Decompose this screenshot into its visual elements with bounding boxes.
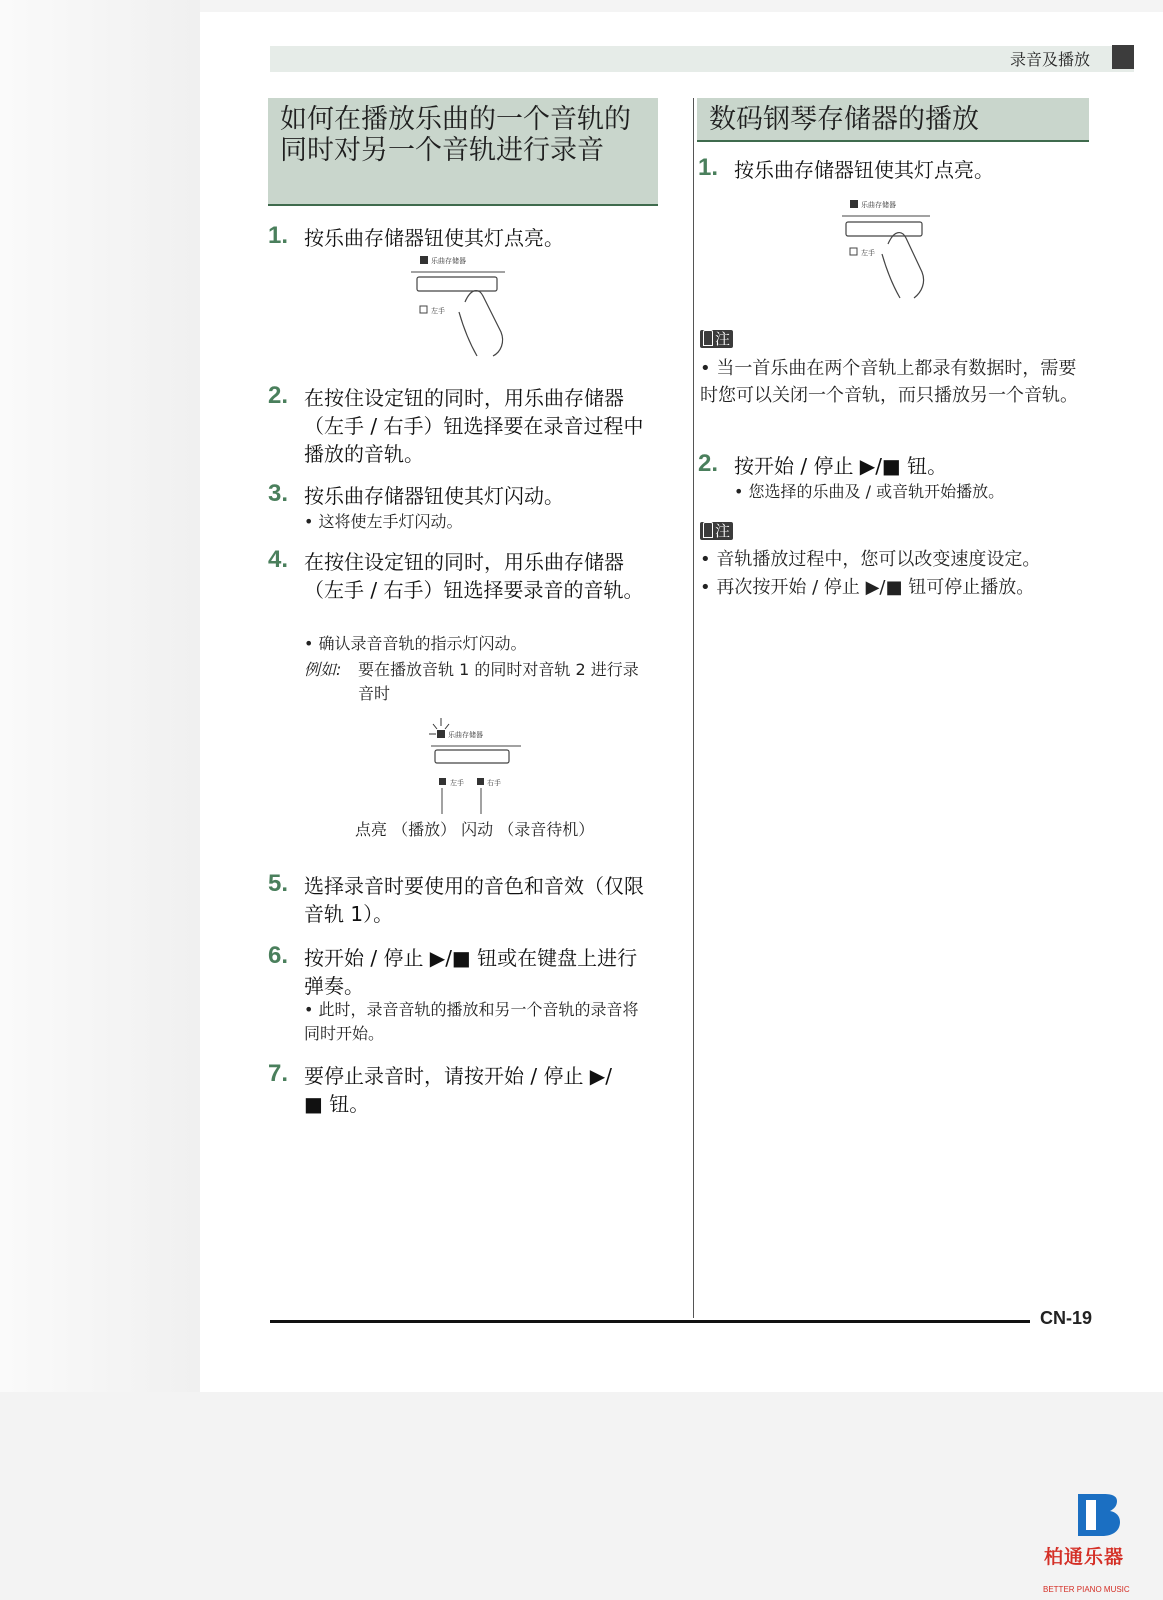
song-memory-lamp-icon [437, 730, 445, 738]
right-step-2-bullet: • 您选择的乐曲及 / 或音轨开始播放。 [734, 480, 1084, 504]
right-step-2: 2. 按开始 / 停止 ▶/■ 钮。 [698, 450, 948, 478]
track-lamp-figure [425, 716, 535, 816]
song-memory-label: 乐曲存储器 [431, 257, 466, 265]
song-memory-button [417, 277, 497, 291]
song-memory-button-figure [405, 252, 535, 357]
song-memory-label: 乐曲存储器 [861, 201, 896, 209]
example-text: 要在播放音轨 1 的同时对音轨 2 进行录音时 [358, 660, 639, 703]
left-step-4-bullet: • 确认录音音轨的指示灯闪动。 [304, 632, 654, 656]
left-hand-label: 左手 [861, 249, 875, 257]
left-heading: 如何在播放乐曲的一个音轨的同时对另一个音轨进行录音 [268, 98, 658, 206]
song-memory-button [435, 750, 509, 763]
left-step-6: 6. 按开始 / 停止 ▶/■ 钮或在键盘上进行弹奏。 [268, 942, 638, 998]
left-step-1: 1. 按乐曲存储器钮使其灯点亮。 [268, 222, 564, 250]
manual-page [200, 12, 1163, 1392]
left-hand-label: 左手 [450, 779, 464, 787]
example-label: 例如: [304, 660, 342, 679]
column-divider [693, 98, 694, 1318]
song-memory-lamp-icon [420, 256, 428, 264]
note-icon: 注 [700, 330, 733, 348]
brand-name-zh: 柏通乐器 [1044, 1546, 1125, 1568]
right-hand-label: 右手 [487, 779, 501, 787]
song-memory-lamp-icon [850, 200, 858, 208]
note-icon-2: 注 [700, 522, 733, 540]
finger-icon [888, 233, 924, 298]
left-lamp-icon [439, 778, 446, 785]
figure-caption: 点亮 （播放） 闪动 （录音待机） [355, 820, 595, 839]
left-step-7: 7. 要停止录音时，请按开始 / 停止 ▶/■ 钮。 [268, 1060, 612, 1116]
page-margin [0, 0, 200, 1600]
song-memory-button [846, 222, 922, 236]
left-hand-label: 左手 [431, 307, 445, 315]
song-memory-label: 乐曲存储器 [448, 731, 483, 739]
left-lamp-icon [420, 306, 427, 313]
page-number: CN-19 [1040, 1308, 1093, 1328]
right-step-1: 1. 按乐曲存储器钮使其灯点亮。 [698, 154, 994, 182]
header-marker [1112, 45, 1134, 69]
left-step-3-bullet: • 这将使左手灯闪动。 [304, 510, 654, 534]
scan-background [0, 1392, 1163, 1600]
left-step-5: 5. 选择录音时要使用的音色和音效（仅限音轨 1）。 [268, 870, 644, 926]
section-title: 录音及播放 [1009, 50, 1090, 69]
brand-logo [1072, 1490, 1142, 1590]
right-note-1: • 当一首乐曲在两个音轨上都录有数据时，需要时您可以关闭一个音轨，而只播放另一个音轨。 [700, 355, 1090, 409]
right-lamp-icon [477, 778, 484, 785]
finger-icon [465, 291, 503, 356]
left-step-3: 3. 按乐曲存储器钮使其灯闪动。 [268, 480, 564, 508]
right-note-2-item-2: • 再次按开始 / 停止 ▶/■ 钮可停止播放。 [700, 574, 1100, 601]
footer-rule [270, 1320, 1030, 1323]
left-step-4: 4. 在按住设定钮的同时，用乐曲存储器（左手 / 右手）钮选择要录音的音轨。 [268, 546, 644, 602]
right-song-memory-figure [838, 196, 948, 301]
right-note-2-item-1: • 音轨播放过程中，您可以改变速度设定。 [700, 546, 1100, 573]
left-lamp-icon [850, 248, 857, 255]
left-step-6-bullet: • 此时，录音音轨的播放和另一个音轨的录音将同时开始。 [304, 998, 654, 1046]
right-heading: 数码钢琴存储器的播放 [697, 98, 1089, 142]
brand-name-en: BETTER PIANO MUSIC [1043, 1585, 1130, 1594]
left-step-2: 2. 在按住设定钮的同时，用乐曲存储器（左手 / 右手）钮选择要在录音过程中播放的音轨。 [268, 382, 644, 466]
